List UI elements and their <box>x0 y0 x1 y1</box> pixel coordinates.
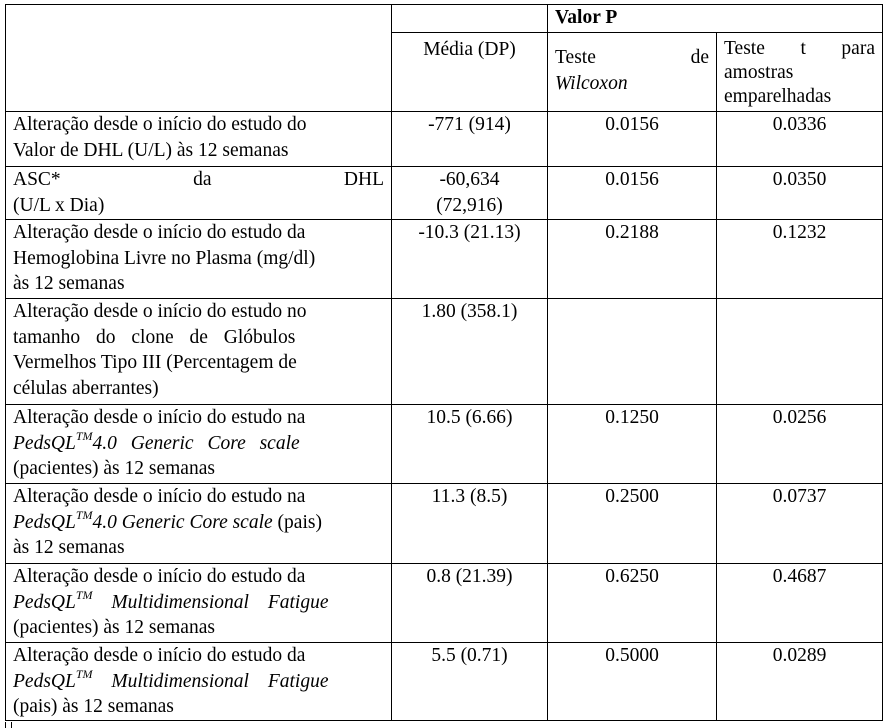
media-line: -60,634 <box>439 169 500 190</box>
header-empty-cell <box>6 5 392 112</box>
table-row <box>6 220 883 299</box>
row-label <box>6 484 392 564</box>
media-cell: 10.5 (6.66) <box>392 405 548 484</box>
ttest-header-teste: Teste <box>724 38 765 59</box>
wilcoxon-cell <box>548 299 717 405</box>
wilcoxon-cell: 0.5000 <box>548 643 717 721</box>
wilcoxon-header <box>548 33 717 112</box>
table-row <box>6 405 883 484</box>
row-label <box>6 167 392 220</box>
wilcoxon-cell: 0.1250 <box>548 405 717 484</box>
table-row <box>6 643 883 721</box>
header-empty-cell <box>392 5 548 33</box>
ttest-cell: 0.4687 <box>717 564 883 643</box>
table-continuation-stub <box>5 722 12 728</box>
row-label-word: da <box>193 169 212 190</box>
row-label <box>6 220 392 299</box>
media-cell: 5.5 (0.71) <box>392 643 548 721</box>
ttest-cell: 0.0350 <box>717 167 883 220</box>
media-header: Média (DP) <box>392 33 548 112</box>
row-label-line: (pacientes) às 12 semanas <box>13 617 215 638</box>
media-cell: 1.80 (358.1) <box>392 299 548 405</box>
row-label-word: DHL <box>343 169 384 190</box>
media-line: (72,916) <box>436 194 503 216</box>
row-label-line: (pacientes) às 12 semanas <box>13 458 215 479</box>
media-cell: 11.3 (8.5) <box>392 484 548 564</box>
wilcoxon-header-name: Wilcoxon <box>555 72 628 94</box>
row-label-line: células aberrantes) <box>13 377 159 399</box>
row-label-line: PedsQL™ Multidimensional Fatigue <box>13 667 329 692</box>
row-label-line: Alteração desde o início do estudo na <box>13 407 306 428</box>
row-label-line: (U/L x Dia) <box>13 194 105 216</box>
row-label-line: Hemoglobina Livre no Plasma (mg/dl) <box>13 247 316 269</box>
media-cell: -771 (914) <box>392 112 548 167</box>
row-label <box>6 299 392 405</box>
row-label <box>6 564 392 643</box>
ttest-header-emparelhadas: emparelhadas <box>724 86 832 107</box>
media-cell: -10.3 (21.13) <box>392 220 548 299</box>
ttest-cell: 0.1232 <box>717 220 883 299</box>
media-cell: 0.8 (21.39) <box>392 564 548 643</box>
ttest-cell: 0.0289 <box>717 643 883 721</box>
ttest-header-amostras: amostras <box>724 62 794 83</box>
row-label-line: PedsQL™ Multidimensional Fatigue <box>13 588 329 613</box>
row-label-line: PedsQL™4.0 Generic Core scale <box>13 429 300 454</box>
wilcoxon-cell: 0.0156 <box>548 112 717 167</box>
table-row <box>6 564 883 643</box>
wilcoxon-cell: 0.6250 <box>548 564 717 643</box>
row-label-line: tamanho do clone de Glóbulos <box>13 326 296 348</box>
row-label-line: Alteração desde o início do estudo do <box>13 114 307 135</box>
media-cell <box>392 167 548 220</box>
wilcoxon-header-teste: Teste <box>555 47 596 68</box>
wilcoxon-header-de: de <box>690 47 709 68</box>
wilcoxon-cell: 0.2188 <box>548 220 717 299</box>
table-row <box>6 299 883 405</box>
ttest-cell: 0.0737 <box>717 484 883 564</box>
header-row-1 <box>6 5 883 33</box>
row-label-line: Vermelhos Tipo III (Percentagem de <box>13 352 297 373</box>
row-label-line: Alteração desde o início do estudo da <box>13 566 306 587</box>
row-label-word: ASC* <box>13 169 61 190</box>
row-label-line: Alteração desde o início do estudo da <box>13 222 306 243</box>
row-label <box>6 643 392 721</box>
row-label-line: Valor de DHL (U/L) às 12 semanas <box>13 139 289 161</box>
ttest-header-t: t <box>800 38 806 59</box>
row-label <box>6 112 392 167</box>
ttest-header-para: para <box>841 38 875 59</box>
results-table <box>5 4 883 721</box>
table-row <box>6 112 883 167</box>
row-label-line: (pais) às 12 semanas <box>13 696 174 717</box>
ttest-cell <box>717 299 883 405</box>
ttest-cell: 0.0256 <box>717 405 883 484</box>
ttest-header <box>717 33 883 112</box>
row-label-line: Alteração desde o início do estudo no <box>13 301 307 322</box>
row-label-line: às 12 semanas <box>13 537 125 558</box>
wilcoxon-cell: 0.2500 <box>548 484 717 564</box>
row-label <box>6 405 392 484</box>
ttest-cell: 0.0336 <box>717 112 883 167</box>
table-row <box>6 167 883 220</box>
row-label-line: Alteração desde o início do estudo na <box>13 486 306 507</box>
valor-p-header: Valor P <box>548 5 883 33</box>
row-label-line: às 12 semanas <box>13 273 125 294</box>
row-label-line: PedsQL™4.0 Generic Core scale (pais) <box>13 508 322 533</box>
wilcoxon-cell: 0.0156 <box>548 167 717 220</box>
row-label-line: Alteração desde o início do estudo da <box>13 645 306 666</box>
table-row <box>6 484 883 564</box>
